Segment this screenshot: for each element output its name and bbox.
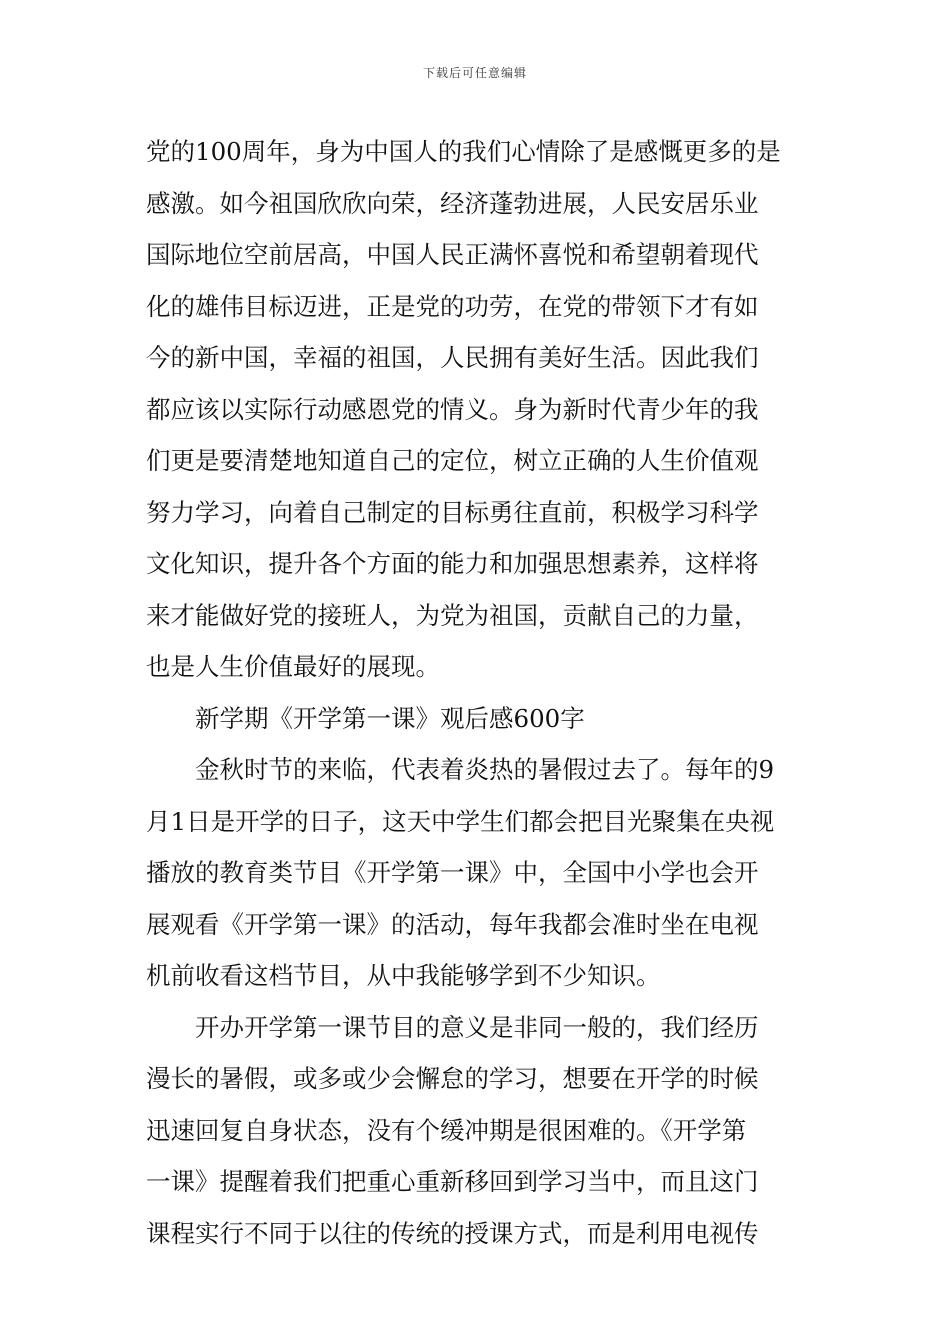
document-body [146,126,810,1259]
text-line: 迅速回复自身状态，没有个缓冲期是很困难的。《开学第 [146,1115,747,1145]
text-line: 来才能做好党的接班人，为党为祖国，贡献自己的力量， [146,600,759,630]
text-line: 努力学习，向着自己制定的目标勇往直前，积极学习科学 [146,497,759,527]
text-line: 漫长的暑假，或多或少会懈怠的学习，想要在开学的时候 [146,1064,759,1093]
text-line: 都应该以实际行动感恩党的情义。身为新时代青少年的我 [146,394,759,424]
text-line: 课程实行不同于以往的传统的授课方式，而是利用电视传 [146,1218,759,1248]
text-line: 播放的教育类节目《开学第一课》中，全国中小学也会开 [146,858,759,887]
text-line: 月1日是开学的日子，这天中学生们都会把目光聚集在央视 [146,806,775,836]
text-line: 也是人生价值最好的展现。 [146,652,440,681]
text-line: 感激。如今祖国欣欣向荣，经济蓬勃进展，人民安居乐业 [146,188,759,218]
section-title: 新学期《开学第一课》观后感600字 [195,703,585,733]
paragraph-start-line: 金秋时节的来临，代表着炎热的暑假过去了。每年的9 [195,755,775,784]
text-line: 化的雄伟目标迈进，正是党的功劳，在党的带领下才有如 [146,291,759,321]
text-line: 展观看《开学第一课》的活动，每年我都会准时坐在电视 [146,909,759,939]
text-line: 国际地位空前居高，中国人民正满怀喜悦和希望朝着现代 [146,240,759,269]
paragraph-start-line: 开办开学第一课节目的意义是非同一般的，我们经历 [195,1012,759,1042]
text-line: 一课》提醒着我们把重心重新移回到学习当中，而且这门 [146,1167,759,1196]
text-line: 党的100周年，身为中国人的我们心情除了是感慨更多的是 [146,137,781,166]
header-note: 下载后可任意编辑 [422,66,527,80]
text-line: 文化知识，提升各个方面的能力和加强思想素养，这样将 [146,549,759,578]
text-line: 机前收看这档节目，从中我能够学到不少知识。 [146,961,661,990]
text-line: 们更是要清楚地知道自己的定位，树立正确的人生价值观 [146,446,759,475]
text-line: 今的新中国，幸福的祖国，人民拥有美好生活。因此我们 [146,343,759,372]
